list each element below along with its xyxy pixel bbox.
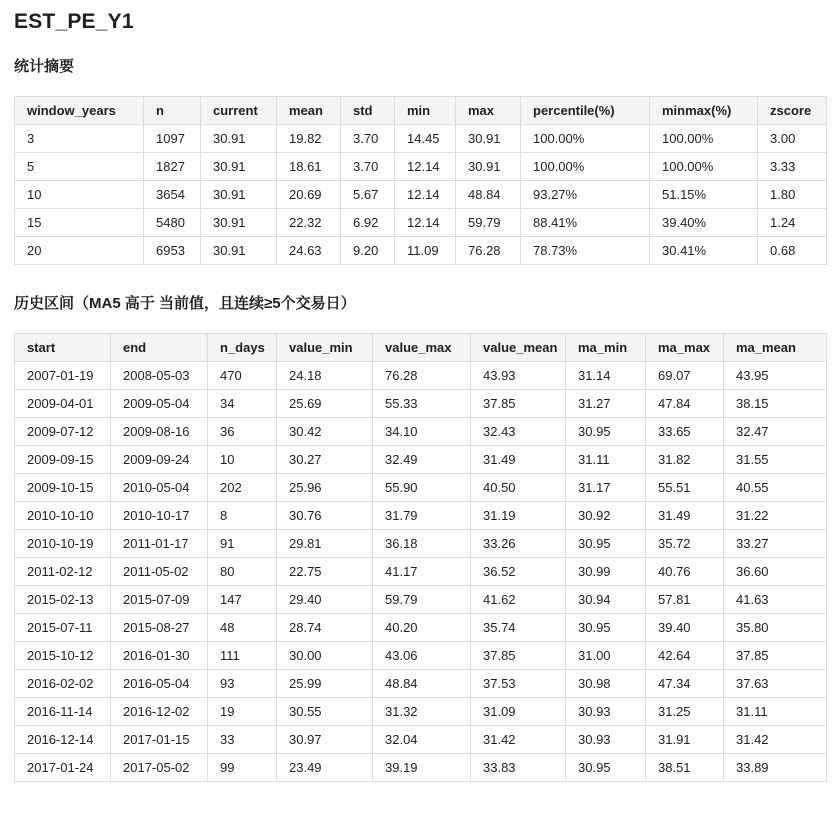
column-header: value_min [277,334,373,362]
cell: 100.00% [650,153,758,181]
cell: 59.79 [456,209,521,237]
cell: 35.80 [724,614,827,642]
cell: 3 [15,125,144,153]
cell: 100.00% [521,153,650,181]
cell: 32.04 [373,726,471,754]
cell: 20 [15,237,144,265]
cell: 2016-05-04 [111,670,208,698]
cell: 30.91 [201,153,277,181]
cell: 30.95 [566,530,646,558]
column-header: ma_min [566,334,646,362]
cell: 33.26 [471,530,566,558]
header-row [15,97,827,125]
cell: 25.69 [277,390,373,418]
column-header: n_days [208,334,277,362]
cell: 2009-05-04 [111,390,208,418]
cell: 32.47 [724,418,827,446]
column-header: max [456,97,521,125]
cell: 2010-10-10 [15,502,111,530]
cell: 35.74 [471,614,566,642]
cell: 47.34 [646,670,724,698]
cell: 48.84 [373,670,471,698]
cell: 41.63 [724,586,827,614]
cell: 33 [208,726,277,754]
cell: 59.79 [373,586,471,614]
page-title: EST_PE_Y1 [14,10,134,33]
cell: 47.84 [646,390,724,418]
cell: 31.14 [566,362,646,390]
cell: 5.67 [341,181,395,209]
column-header: minmax(%) [650,97,758,125]
column-header: ma_mean [724,334,827,362]
table-row [15,726,827,754]
cell: 30.99 [566,558,646,586]
cell: 31.27 [566,390,646,418]
table-row [15,754,827,782]
cell: 3.33 [758,153,827,181]
cell: 37.85 [471,390,566,418]
cell: 111 [208,642,277,670]
cell: 30.93 [566,698,646,726]
cell: 23.49 [277,754,373,782]
cell: 41.62 [471,586,566,614]
cell: 93 [208,670,277,698]
cell: 55.33 [373,390,471,418]
table-row [15,642,827,670]
table-row [15,670,827,698]
cell: 25.99 [277,670,373,698]
cell: 33.65 [646,418,724,446]
cell: 38.15 [724,390,827,418]
cell: 24.63 [277,237,341,265]
cell: 29.81 [277,530,373,558]
cell: 19.82 [277,125,341,153]
cell: 100.00% [521,125,650,153]
cell: 37.53 [471,670,566,698]
cell: 30.97 [277,726,373,754]
cell: 76.28 [373,362,471,390]
cell: 5480 [144,209,201,237]
cell: 5 [15,153,144,181]
cell: 6.92 [341,209,395,237]
cell: 37.85 [471,642,566,670]
cell: 40.76 [646,558,724,586]
cell: 31.49 [471,446,566,474]
cell: 2017-01-24 [15,754,111,782]
cell: 2009-09-24 [111,446,208,474]
cell: 28.74 [277,614,373,642]
cell: 33.27 [724,530,827,558]
cell: 80 [208,558,277,586]
table-row [15,362,827,390]
cell: 69.07 [646,362,724,390]
column-header: zscore [758,97,827,125]
cell: 55.51 [646,474,724,502]
cell: 30.94 [566,586,646,614]
cell: 76.28 [456,237,521,265]
cell: 31.11 [566,446,646,474]
cell: 40.20 [373,614,471,642]
cell: 37.85 [724,642,827,670]
cell: 19 [208,698,277,726]
cell: 2015-10-12 [15,642,111,670]
cell: 2017-05-02 [111,754,208,782]
cell: 2008-05-03 [111,362,208,390]
cell: 30.91 [456,125,521,153]
cell: 2009-10-15 [15,474,111,502]
cell: 100.00% [650,125,758,153]
cell: 1097 [144,125,201,153]
cell: 31.91 [646,726,724,754]
cell: 57.81 [646,586,724,614]
cell: 2015-08-27 [111,614,208,642]
cell: 12.14 [395,181,456,209]
cell: 2009-09-15 [15,446,111,474]
column-header: std [341,97,395,125]
history-intervals-table [14,333,827,782]
cell: 1827 [144,153,201,181]
cell: 12.14 [395,153,456,181]
table-row [15,474,827,502]
cell: 2016-01-30 [111,642,208,670]
cell: 31.42 [471,726,566,754]
cell: 30.42 [277,418,373,446]
table-row [15,181,827,209]
cell: 2015-02-13 [15,586,111,614]
cell: 43.95 [724,362,827,390]
table-row [15,418,827,446]
cell: 3.70 [341,125,395,153]
cell: 2011-01-17 [111,530,208,558]
section-heading-stats: 统计摘要 [14,58,75,75]
cell: 31.25 [646,698,724,726]
cell: 30.91 [201,237,277,265]
cell: 2016-12-14 [15,726,111,754]
cell: 34 [208,390,277,418]
cell: 33.83 [471,754,566,782]
cell: 3.70 [341,153,395,181]
cell: 2016-11-14 [15,698,111,726]
cell: 3.00 [758,125,827,153]
table-row [15,530,827,558]
cell: 1.24 [758,209,827,237]
cell: 2017-01-15 [111,726,208,754]
cell: 10 [15,181,144,209]
cell: 55.90 [373,474,471,502]
cell: 31.82 [646,446,724,474]
cell: 15 [15,209,144,237]
cell: 48 [208,614,277,642]
cell: 99 [208,754,277,782]
cell: 31.22 [724,502,827,530]
cell: 36 [208,418,277,446]
section-heading-history: 历史区间（MA5 高于 当前值，且连续≥5个交易日） [14,295,356,312]
cell: 30.55 [277,698,373,726]
cell: 31.32 [373,698,471,726]
table-row [15,125,827,153]
cell: 30.76 [277,502,373,530]
cell: 35.72 [646,530,724,558]
table-row [15,153,827,181]
cell: 33.89 [724,754,827,782]
cell: 30.91 [201,125,277,153]
cell: 30.91 [456,153,521,181]
cell: 30.92 [566,502,646,530]
cell: 2009-04-01 [15,390,111,418]
cell: 202 [208,474,277,502]
cell: 25.96 [277,474,373,502]
cell: 2010-05-04 [111,474,208,502]
cell: 43.06 [373,642,471,670]
column-header: current [201,97,277,125]
cell: 36.60 [724,558,827,586]
cell: 37.63 [724,670,827,698]
cell: 31.19 [471,502,566,530]
cell: 30.91 [201,209,277,237]
cell: 22.75 [277,558,373,586]
table-row [15,446,827,474]
column-header: window_years [15,97,144,125]
cell: 31.49 [646,502,724,530]
cell: 93.27% [521,181,650,209]
cell: 40.55 [724,474,827,502]
cell: 6953 [144,237,201,265]
cell: 10 [208,446,277,474]
cell: 2009-07-12 [15,418,111,446]
cell: 2016-12-02 [111,698,208,726]
cell: 43.93 [471,362,566,390]
cell: 18.61 [277,153,341,181]
table-row [15,390,827,418]
header-row [15,334,827,362]
table-row [15,698,827,726]
cell: 30.95 [566,754,646,782]
cell: 147 [208,586,277,614]
column-header: ma_max [646,334,724,362]
cell: 31.55 [724,446,827,474]
cell: 39.40 [646,614,724,642]
cell: 32.49 [373,446,471,474]
cell: 31.09 [471,698,566,726]
cell: 1.80 [758,181,827,209]
cell: 2011-05-02 [111,558,208,586]
cell: 2011-02-12 [15,558,111,586]
cell: 2007-01-19 [15,362,111,390]
table-row [15,237,827,265]
cell: 29.40 [277,586,373,614]
cell: 88.41% [521,209,650,237]
column-header: end [111,334,208,362]
cell: 3654 [144,181,201,209]
cell: 39.19 [373,754,471,782]
cell: 470 [208,362,277,390]
cell: 36.52 [471,558,566,586]
cell: 11.09 [395,237,456,265]
cell: 78.73% [521,237,650,265]
cell: 30.27 [277,446,373,474]
cell: 31.00 [566,642,646,670]
table-row [15,502,827,530]
cell: 42.64 [646,642,724,670]
cell: 0.68 [758,237,827,265]
cell: 36.18 [373,530,471,558]
cell: 34.10 [373,418,471,446]
cell: 41.17 [373,558,471,586]
cell: 2015-07-11 [15,614,111,642]
cell: 12.14 [395,209,456,237]
column-header: n [144,97,201,125]
table-row [15,614,827,642]
stats-summary-table [14,96,827,265]
table-row [15,209,827,237]
column-header: value_max [373,334,471,362]
table-row [15,586,827,614]
cell: 30.95 [566,418,646,446]
cell: 2015-07-09 [111,586,208,614]
cell: 30.93 [566,726,646,754]
column-header: start [15,334,111,362]
cell: 31.79 [373,502,471,530]
cell: 2009-08-16 [111,418,208,446]
cell: 2010-10-17 [111,502,208,530]
cell: 30.98 [566,670,646,698]
column-header: mean [277,97,341,125]
cell: 31.17 [566,474,646,502]
cell: 91 [208,530,277,558]
cell: 30.91 [201,181,277,209]
cell: 2016-02-02 [15,670,111,698]
cell: 32.43 [471,418,566,446]
cell: 40.50 [471,474,566,502]
cell: 8 [208,502,277,530]
cell: 30.41% [650,237,758,265]
cell: 9.20 [341,237,395,265]
column-header: percentile(%) [521,97,650,125]
cell: 48.84 [456,181,521,209]
cell: 24.18 [277,362,373,390]
cell: 2010-10-19 [15,530,111,558]
cell: 30.95 [566,614,646,642]
cell: 51.15% [650,181,758,209]
cell: 31.42 [724,726,827,754]
cell: 20.69 [277,181,341,209]
column-header: min [395,97,456,125]
cell: 14.45 [395,125,456,153]
table-row [15,558,827,586]
cell: 31.11 [724,698,827,726]
cell: 38.51 [646,754,724,782]
column-header: value_mean [471,334,566,362]
cell: 30.00 [277,642,373,670]
cell: 39.40% [650,209,758,237]
cell: 22.32 [277,209,341,237]
